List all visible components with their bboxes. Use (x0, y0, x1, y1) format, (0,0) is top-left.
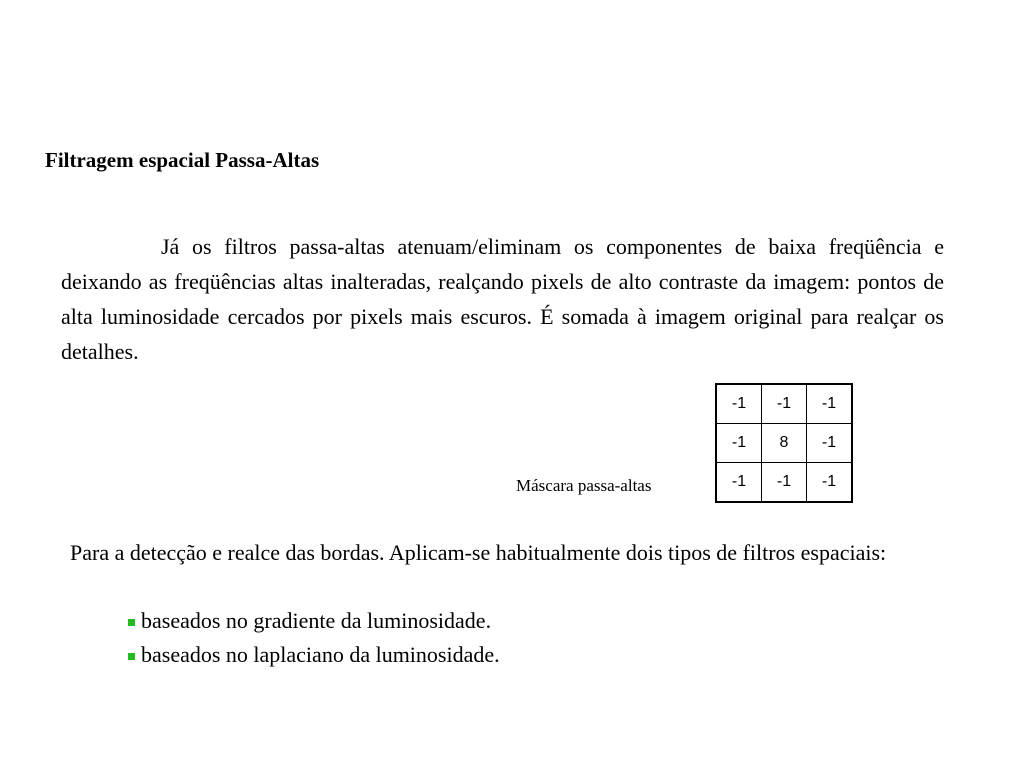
mask-cell: -1 (716, 384, 762, 424)
list-item-text: baseados no gradiente da luminosidade. (141, 608, 492, 633)
mask-caption: Máscara passa-altas (516, 476, 652, 495)
intro-paragraph: Já os filtros passa-altas atenuam/eliminam os componentes de baixa freqüência e deixando as freqüências altas inalteradas, realçando pixels de alto contraste da imagem: pontos de alta luminosidade cercados por pixels mais escuros. É somada à imagem original para realçar os detalhes. (61, 234, 944, 364)
mask-row (716, 463, 852, 503)
mask-cell: -1 (762, 463, 807, 503)
slide-title: Filtragem espacial Passa-Altas (45, 148, 320, 172)
mask-row (716, 424, 852, 463)
list-item-text: baseados no laplaciano da luminosidade. (141, 642, 500, 667)
list-item (128, 604, 500, 638)
high-pass-mask-table (715, 383, 853, 503)
mask-cell: -1 (762, 384, 807, 424)
mask-row (716, 384, 852, 424)
edge-detection-paragraph: Para a detecção e realce das bordas. Aplicam-se habitualmente dois tipos de filtros espaciais: (70, 540, 887, 565)
mask-cell: -1 (716, 463, 762, 503)
mask-cell: -1 (807, 424, 853, 463)
list-item (128, 638, 500, 672)
mask-cell-center: 8 (762, 424, 807, 463)
square-bullet-icon (128, 653, 135, 660)
mask-cell: -1 (716, 424, 762, 463)
mask-cell: -1 (807, 463, 853, 503)
mask-cell: -1 (807, 384, 853, 424)
filter-types-list (128, 604, 500, 672)
square-bullet-icon (128, 619, 135, 626)
